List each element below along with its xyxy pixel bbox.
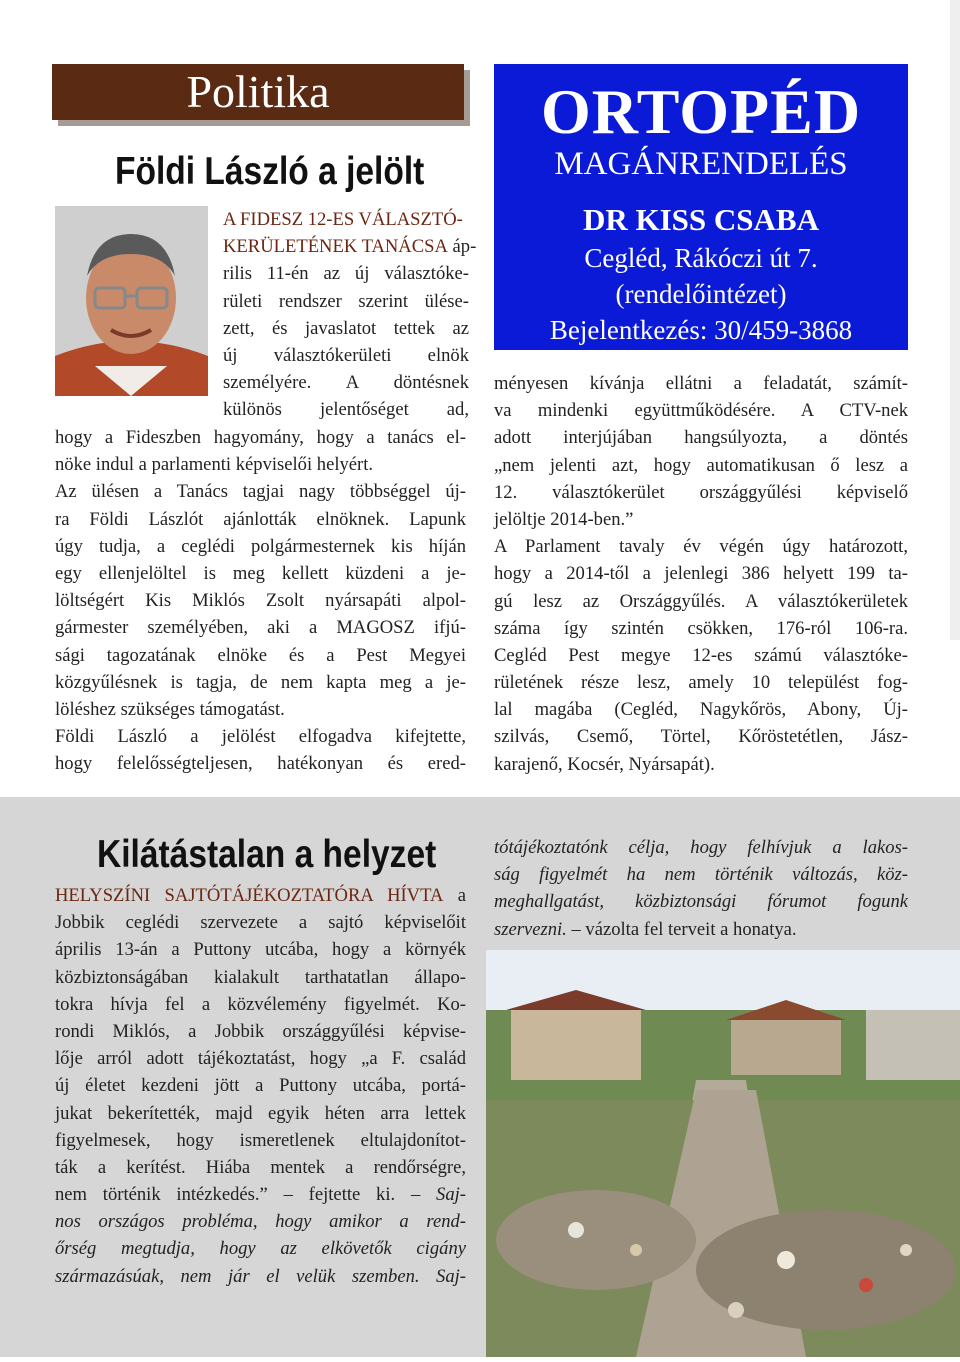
text-line: nos országos probléma, hogy amikor a rend- [55,1211,466,1233]
text-line: különös jelentőséget ad, [223,399,469,421]
text-line: egy ellenjelöltel is meg kellett küzdeni a je- [55,562,466,584]
text-line: Cegléd Pest megye 12-es számú választóke- [494,644,908,666]
text-line: „nem jelenti azt, hogy automatikusan ő lesz a [494,454,908,476]
text-line: hogy a 2014-től a jelenlegi 386 helyett 199 ta- [494,563,908,585]
text-line: KERÜLETÉNEK TANÁCSA áp- [223,236,477,258]
text-line: ra Földi Lászlót ajánlották elnöknek. Lapunk [55,508,466,530]
text-line: sági tagozatának elnöke és a Pest Megyei [55,644,466,666]
text-line: rondi Miklós, a Jobbik országgyűlési képvise- [55,1020,466,1042]
text-line: Jobbik ceglédi szervezete a sajtó képviselőit [55,912,466,934]
text-line: jukat bekerítették, majd egyik héten arra lettek [55,1102,466,1124]
text-line: lal magába (Cegléd, Nagykőrös, Abony, Új- [494,699,908,721]
street-photo [486,950,960,1357]
text-line: Földi László a jelölést elfogadva kifejtette, [55,726,466,748]
street-illustration [486,950,960,1357]
text-line: karajenő, Kocsér, Nyársapát). [494,753,715,775]
text-line: őrség megtudja, hogy az elkövetők cigány [55,1238,466,1260]
text-line: nem történik intézkedés.” – fejtette ki. – Saj- [55,1184,466,1206]
text-line: A FIDESZ 12-ES VÁLASZTÓ- [223,209,463,230]
text-line: hogy a Fideszben hagyomány, hogy a tanács el- [55,427,466,448]
ad-doctor: DR KISS CSABA [582,202,819,237]
text-line: tokra hívja fel a közvélemény figyelmét. Ko- [55,993,466,1015]
text-line: zett, és javaslatot tettek az [223,317,469,339]
portrait-photo [55,206,208,396]
text-line: április 13-án a Puttony utcába, hogy a környék [55,939,466,961]
text-line: ményesen kívánja ellátni a feladatát, számít- [494,373,908,394]
article2-body-left [55,882,466,1290]
text-line: származásúak, nem jár el velük szemben. Saj- [55,1265,466,1287]
text-line: új választókerületi elnök [223,344,469,366]
text-line: jelöltje 2014-ben.” [494,508,634,530]
text-line: gármester személyében, aki a MAGOSZ ifjú- [55,617,466,639]
text-line: szilvás, Csemő, Törtel, Kőröstetétlen, Jász- [494,726,908,748]
text-line: közgyűlésnek is tagja, de nem kapta meg a je- [55,671,466,693]
text-line: lője arról adott tájékoztatást, hogy „a F. család [55,1048,466,1070]
article-headline: Földi László a jelölt [115,150,425,193]
article2-body-right [494,834,908,943]
ad-address: Cegléd, Rákóczi út 7. [584,243,818,273]
text-line: 12. választókerület országgyűlési képviselő [494,481,908,503]
text-line: löltségért Kis Miklós Zsolt nyársapáti alpol- [55,590,466,612]
text-line: rilis 11-én az új választóke- [223,263,469,285]
ad-phone: Bejelentkezés: 30/459-3868 [549,315,853,345]
text-line: gú lesz az Országgyűlés. A választókerületek [494,590,908,612]
ad-place: (rendelőintézet) [615,279,787,309]
text-line: száma így szintén csökken, 176-ról 106-ra. [494,617,908,639]
text-line: rületének része lesz, amely 10 települést fog- [494,672,908,694]
text-line: A Parlament tavaly év végén úgy határozott, [494,536,908,558]
text-line: hogy felelősségteljesen, hatékonyan és ered- [55,753,466,775]
article2-headline: Kilátástalan a helyzet [97,833,437,876]
ad-subtitle: MAGÁNRENDELÉS [554,146,848,182]
text-line: személyére. A döntésnek [223,372,469,394]
text-line: szervezni. – vázolta fel terveit a honatya. [494,918,797,940]
text-line: új életet kezdeni jött a Puttony utcába, portá- [55,1075,466,1097]
text-line: rületi rendszer szerint ülése- [223,290,469,312]
text-line: nöke indul a parlamenti képviselői helyért. [55,454,374,476]
article-intro-wrapped [223,206,477,424]
ad-box [494,64,908,350]
text-line: adott interjújában hangsúlyozta, a döntés [494,427,908,449]
text-line: tótájékoztatónk célja, hogy felhívjuk a lakos- [494,837,908,858]
article-body-right [494,370,908,778]
text-line: Az ülésen a Tanács tagjai nagy többséggel új- [55,481,466,503]
text-line: ság figyelmét ha nem történik változás, köz- [494,864,908,886]
text-line: va mindenki együttműködésére. A CTV-nek [494,400,908,422]
text-line: löléshez szükséges támogatást. [55,698,285,720]
article-body-left [55,424,466,777]
text-line: úgy tudja, a ceglédi polgármesternek kis híján [55,535,466,557]
text-line: közbiztonságában kialakult tarthatatlan állapo- [55,966,466,988]
text-line: figyelmesek, hogy ismeretlenek eltulajdonítot- [55,1129,466,1151]
page-edge-strip [950,0,960,640]
text-line: meghallgatást, közbiztonsági fórumot fogunk [494,891,908,913]
text-line: HELYSZÍNI SAJTÓTÁJÉKOZTATÓRA HÍVTA a [55,885,466,906]
section-banner [52,64,464,120]
text-line: ták a kerítést. Hiába mentek a rendőrségre, [55,1156,466,1178]
section-title: Politika [186,66,330,117]
ad-title: ORTOPÉD [540,76,862,147]
portrait-illustration [55,206,208,396]
